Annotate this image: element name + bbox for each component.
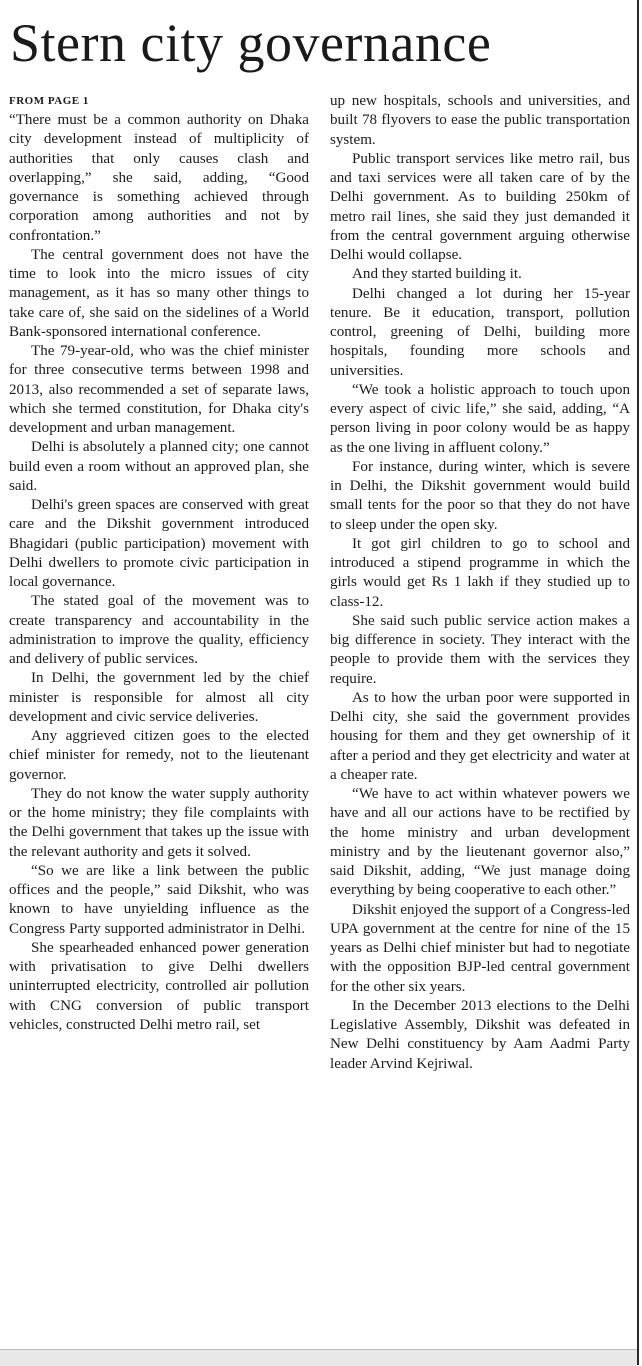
continuation-kicker: FROM PAGE 1 <box>9 95 89 107</box>
paragraph: Delhi changed a lot during her 15-year tenure. Be it education, transport, pollution control, greening of Delhi, building more hospitals, founding more schools and universities. <box>330 285 630 379</box>
paragraph: As to how the urban poor were supported in Delhi city, she said the government provides housing for them and they get ownership of it after a period and they get electricity and water at a cheaper rate. <box>330 689 630 783</box>
paragraph: “There must be a common authority on Dhaka city development instead of multiplicity of authorities that only causes clash and overlapping,” she said, adding, “Good governance is something achieved through corporation among authorities and not by confrontation.” <box>9 112 309 244</box>
paragraph: She said such public service action makes a big difference in society. They interact with the people to provide them with the services they require. <box>330 612 630 687</box>
headline: Stern city governance <box>10 13 492 73</box>
paragraph: The stated goal of the movement was to create transparency and accountability in the administration to improve the quality, efficiency and delivery of public services. <box>9 593 309 667</box>
paragraph: And they started building it. <box>352 266 522 283</box>
paragraph: “So we are like a link between the public offices and the people,” said Dikshit, who was known to have unyielding influence as the Congress Party supported administrator in Delhi. <box>9 862 309 937</box>
paragraph: The central government does not have the time to look into the micro issues of city management, as it has so many other things to take care of, she said on the sidelines of a World Bank-sponsored international conference. <box>9 246 309 340</box>
paragraph: She spearheaded enhanced power generation with privatisation to give Delhi dwellers uninterrupted electricity, controlled air pollution with CNG conversion of public transport vehicles, constructed Delhi metro rail, set <box>9 939 309 1033</box>
paragraph: Delhi's green spaces are conserved with great care and the Dikshit government introduced Bhagidari (public participation) movement with Delhi dwellers to promote civic participation in local governance. <box>9 497 309 590</box>
paragraph: In the December 2013 elections to the Delhi Legislative Assembly, Dikshit was defeated in New Delhi constituency by Aam Aadmi Party leader Arvind Kejriwal. <box>330 997 630 1072</box>
paragraph: They do not know the water supply authority or the home ministry; they file complaints with the Delhi government that takes up the issue with the relevant authority and gets it solved. <box>9 785 309 860</box>
paragraph: Delhi is absolutely a planned city; one cannot build even a room without an approved plan, she said. <box>9 439 309 494</box>
paragraph: In Delhi, the government led by the chief minister is responsible for almost all city development and civic service deliveries. <box>9 670 309 725</box>
paragraph: It got girl children to go to school and introduced a stipend programme in which the girls would get Rs 1 lakh if they studied up to class-12. <box>330 535 630 610</box>
page-edge <box>0 1349 637 1366</box>
paragraph: The 79-year-old, who was the chief minister for three consecutive terms between 1998 and 2013, also recommended a set of separate laws, which she termed constitution, for Dhaka city's development and urban management. <box>9 343 309 436</box>
article-column-left <box>9 92 309 1035</box>
paragraph: Dikshit enjoyed the support of a Congress-led UPA government at the centre for nine of the 15 years as Delhi chief minister but had to negotiate with the opposition BJP-led central government for the other six years. <box>330 901 630 995</box>
paragraph: Any aggrieved citizen goes to the elected chief minister for remedy, not to the lieutenant governor. <box>9 728 309 783</box>
article-column-right <box>330 92 630 1074</box>
paragraph: Public transport services like metro rail, bus and taxi services were all taken care of by the Delhi government. As to building 250km of metro rail lines, she said they just demanded it from the central government arguing otherwise Delhi would collapse. <box>330 150 630 263</box>
paragraph: For instance, during winter, which is severe in Delhi, the Dikshit government would build small tents for the poor so that they do not have to sleep under the open sky. <box>330 458 630 533</box>
paragraph: up new hospitals, schools and universities, and built 78 flyovers to ease the public transportation system. <box>330 93 630 148</box>
paragraph: “We have to act within whatever powers we have and all our actions have to be rectified by the home ministry and urban development ministry and by the lieutenant governor also,” said Dikshit, adding, “We just manage doing everything by being cooperative to each other.” <box>330 786 630 899</box>
paragraph: “We took a holistic approach to touch upon every aspect of civic life,” she said, adding, “A person living in poor colony would be as happy as the one living in affluent colony.” <box>330 381 630 456</box>
